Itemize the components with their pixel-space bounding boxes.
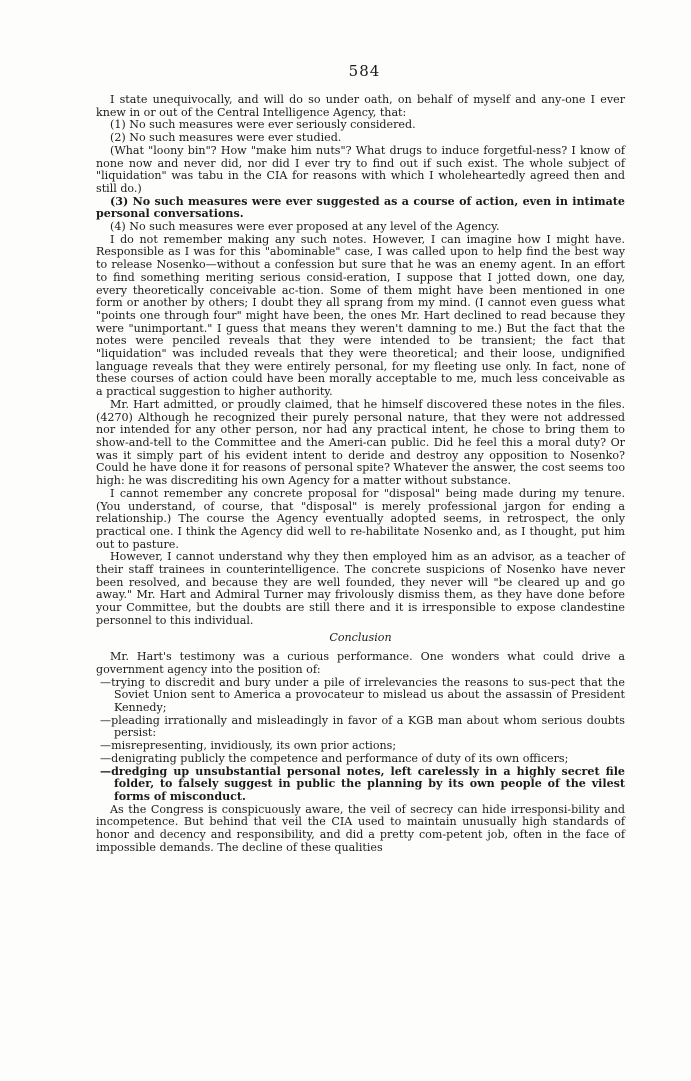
paragraph: However, I cannot understand why they then employed him as an advisor, as a teacher of their staff trainees in counterintelligence. The concrete suspicions of Nosenko have never been resolved, and because they are well founded, they never will "be cleared up and go away." Mr. Hart and Admiral Turner may frivolously dismiss them, as they have done before your Committee, but the doubts are still there and it is irresponsible to expose clandestine personnel to this individual. bbox=[96, 550, 625, 627]
top-section bbox=[96, 94, 625, 628]
body-text bbox=[96, 94, 625, 854]
list-item: —pleading irrationally and misleadingly in favor of a KGB man about whom serious doubts persist: bbox=[100, 713, 625, 740]
paragraph: (3) No such measures were ever suggested as a course of action, even in intimate personal conversations. bbox=[96, 194, 625, 221]
paragraph: I do not remember making any such notes. However, I can imagine how I might have. Responsible as I was for this "abominable" case, I was called upon to help find the best way to release Nosenko—without a confession but sure that he was an enemy agent. In an effort to find something meriting serious consid-eration, I suppose that I jotted down, one day, every theoretically conceivable ac-tion. Some of them might have been mentioned in one form or another by others; I doubt they all sprang from my mind. (I cannot even guess what "points one through four" might have been, the ones Mr. Hart declined to read because they were "unimportant." I guess that means they weren't damning to me.) But the fact that the notes were penciled reveals that they were intended to be transient; the fact that "liquidation" was included reveals that they were theoretical; and their loose, undignified language reveals that they were entirely personal, for my fleeting use only. In fact, none of these courses of action could have been morally acceptable to me, much less conceivable as a practical suggestion to higher authority. bbox=[96, 232, 625, 399]
paragraph: I state unequivocally, and will do so under oath, on behalf of myself and any-one I ever knew in or out of the Central Intelligence Agency, that: bbox=[96, 93, 625, 119]
paragraph: I cannot remember any concrete proposal for "disposal" being made during my tenure. (You understand, of course, that "disposal" is merely professional jargon for ending a relationship.) The course the Agency eventually adopted seems, in retrospect, the only practical one. I think the Agency did well to re-habilitate Nosenko and, as I thought, put him out to pasture. bbox=[96, 486, 625, 551]
paragraph: Mr. Hart admitted, or proudly claimed, that he himself discovered these notes in the files. (4270) Although he recognized their purely personal nature, that they were not addressed nor intended for any other person, nor had any practical intent, he chose to bring them to show-and-tell to the Committee and the Ameri-can public. Did he feel this a moral duty? Or was it simply part of his evident intent to deride and destroy any opposition to Nosenko? Could he have done it for reasons of personal spite? Whatever the answer, the cost seems too high: he was discrediting his own Agency for a matter without substance. bbox=[96, 397, 625, 488]
conclusion-list bbox=[96, 677, 625, 804]
paragraph: (4) No such measures were ever proposed at any level of the Agency. bbox=[110, 220, 500, 234]
list-item: —dredging up unsubstantial personal notes, left carelessly in a highly secret file folder, to falsely suggest in public the planning by its own people of the vilest forms of misconduct. bbox=[100, 764, 625, 803]
list-item: —misrepresenting, invidiously, its own prior actions; bbox=[100, 739, 397, 753]
list-item: —denigrating publicly the competence and performance of duty of its own officers; bbox=[100, 751, 569, 765]
conclusion-intro: Mr. Hart's testimony was a curious performance. One wonders what could drive a government agency into the position of: bbox=[96, 650, 625, 676]
paragraph: (1) No such measures were ever seriously considered. bbox=[110, 118, 416, 132]
page-number: 584 bbox=[348, 62, 381, 80]
paragraph: (What "loony bin"? How "make him nuts"? What drugs to induce forgetful-ness? I know of none now and never did, nor did I ever try to find out if such exist. The whole subject of "liquidation" was tabu in the CIA for reasons with which I wholeheartedly agreed then and still do.) bbox=[96, 143, 625, 195]
paragraph: (2) No such measures were ever studied. bbox=[110, 131, 342, 145]
closing-paragraph: As the Congress is conspicuously aware, the veil of secrecy can hide irresponsi-bility and incompetence. But behind that veil the CIA used to maintain unusually high standards of honor and decency and responsibility, and did a pretty com-petent job, often in the face of impossible demands. The decline of these qualities bbox=[96, 802, 625, 854]
section-heading: Conclusion bbox=[329, 630, 392, 644]
list-item: —trying to discredit and bury under a pile of irrelevancies the reasons to sus-pect that the Soviet Union sent to America a provocateur to mislead us about the assassin of President Kennedy; bbox=[100, 675, 625, 715]
